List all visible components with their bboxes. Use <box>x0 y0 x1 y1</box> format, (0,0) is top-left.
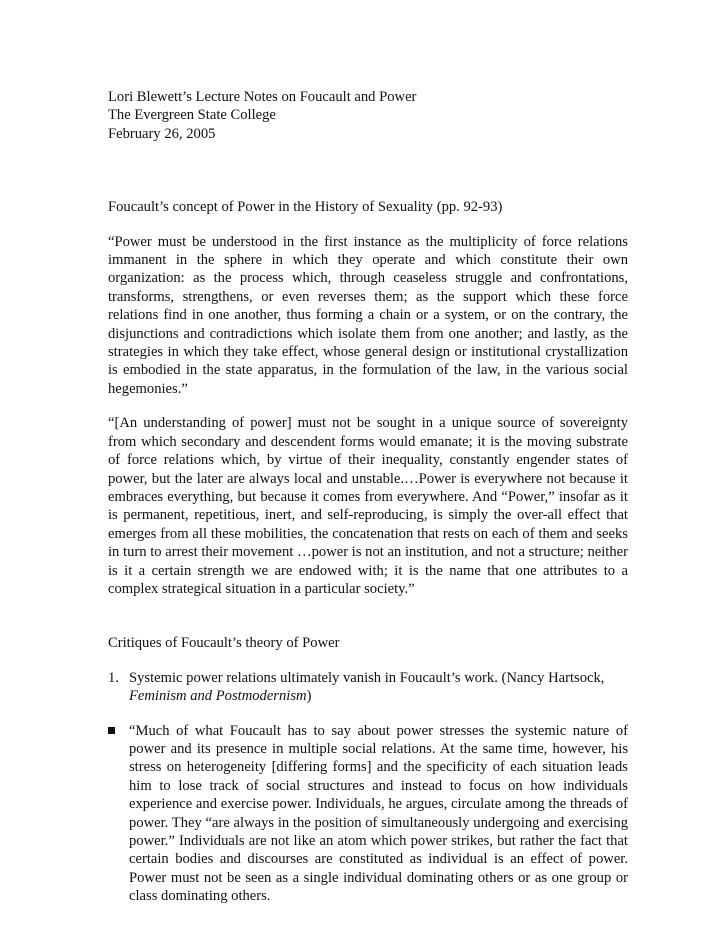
lecture-date: February 26, 2005 <box>108 125 216 142</box>
bullet-list-item <box>108 722 628 906</box>
book-citation: Feminism and Postmodernism <box>129 688 307 705</box>
lecture-title: Lori Blewett’s Lecture Notes on Foucault and Power <box>108 89 417 105</box>
section-foucault-power <box>108 198 628 598</box>
quote-paragraph-1: “Power must be understood in the first instance as the multiplicity of force relations immanent in the sphere in which they operate and which constitute their own organization: as the process which, through ceaseless struggle and confrontations, transforms, strengthens, or even reverses them; as the support which these force relations find in one another, thus forming a chain or a system, or on the contrary, the disjunctions and contradictions which isolate them from one another; and lastly, as the strategies in which they take effect, whose general design or institutional crystallization is embodied in the state apparatus, in the formulation of the law, in the various social hegemonies.” <box>108 233 628 397</box>
critique-text: Systemic power relations ultimately vanish in Foucault’s work. (Nancy Hartsock, <box>129 669 605 686</box>
numbered-list-item <box>108 669 628 706</box>
institution-name: The Evergreen State College <box>108 107 276 124</box>
bullet-quote-text: “Much of what Foucault has to say about power stresses the systemic nature of power and its presence in multiple social relations. At the same time, however, his stress on heterogeneity [differing forms] and the specificity of each situation leads him to lose track of social structures and instead to focus on how individuals experience and exercise power. Individuals, he argues, circulate among the threads of power. They “are always in the position of simultaneously undergoing and exercising power.” Individuals are not like an atom which power strikes, but rather the fact that certain bodies and discourses are constituted as individual is an effect of power. Power must not be seen as a single individual dominating others or as one group or class dominating others. <box>129 722 628 905</box>
quote-paragraph-2: “[An understanding of power] must not be sought in a unique source of sovereignty from which secondary and descendent forms would emanate; it is the moving substrate of force relations which, by virtue of their inequality, constantly engender states of power, but the later are always local and unstable.…Power is everywhere not because it embraces everything, but because it comes from everywhere. And “Power,” insofar as it is permanent, repetitious, inert, and self-reproducing, is simply the over-all effect that emerges from all these mobilities, the concatenation that rests on each of them and seeks in turn to arrest their movement …power is not an institution, and not a structure; neither is it a certain strength we are endowed with; it is the name that one attributes to a complex strategical situation in a particular society.” <box>108 415 628 597</box>
square-bullet-icon <box>108 727 115 734</box>
document-header <box>108 88 628 143</box>
spacer <box>108 598 628 634</box>
document-page <box>108 88 628 906</box>
spacer <box>108 143 628 198</box>
section-heading-critiques: Critiques of Foucault’s theory of Power <box>108 635 340 652</box>
section-heading-power-concept: Foucault’s concept of Power in the History of Sexuality (pp. 92-93) <box>108 199 503 216</box>
list-number: 1. <box>108 669 119 686</box>
section-critiques <box>108 634 628 905</box>
closing-paren: ) <box>306 688 312 705</box>
